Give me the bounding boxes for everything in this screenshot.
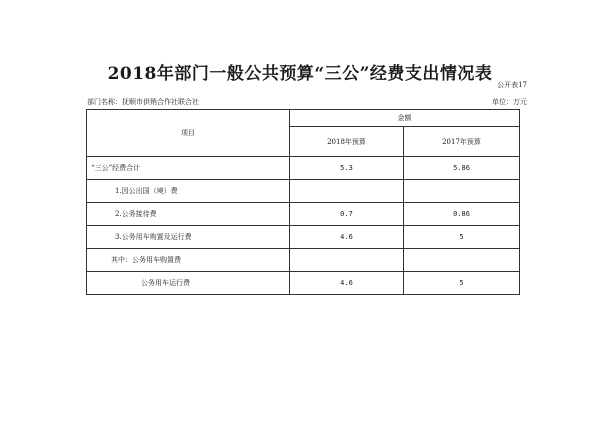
value-2017: 5: [404, 226, 520, 249]
unit-label: 单位：万元: [492, 98, 527, 106]
department-name: 部门名称：抚顺市供销合作社联合社: [87, 98, 199, 106]
table-row: [87, 249, 520, 272]
row-label: “三公”经费合计: [87, 157, 290, 180]
value-2018: [290, 249, 404, 272]
row-label: 3.公务用车购置及运行费: [87, 226, 290, 249]
value-2017: [404, 180, 520, 203]
value-2017: 5.86: [404, 157, 520, 180]
item-column-header: 项目: [87, 110, 290, 157]
value-2017: 5: [404, 272, 520, 295]
table-row: [87, 272, 520, 295]
value-2018: 5.3: [290, 157, 404, 180]
value-2018: 4.6: [290, 226, 404, 249]
table-row: [87, 203, 520, 226]
value-2018: 0.7: [290, 203, 404, 226]
row-label: 2.公务接待费: [87, 203, 290, 226]
row-label: 公务用车运行费: [87, 272, 290, 295]
table-row: [87, 157, 520, 180]
value-2017: [404, 249, 520, 272]
value-2017: 0.86: [404, 203, 520, 226]
column-header-2018: 2018年预算: [290, 127, 404, 157]
table-row: [87, 180, 520, 203]
table-row: [87, 226, 520, 249]
amount-column-header: 金额: [290, 110, 520, 127]
budget-table: [86, 109, 520, 295]
row-label: 1.因公出国（境）费: [87, 180, 290, 203]
row-label: 其中：公务用车购置费: [87, 249, 290, 272]
value-2018: 4.6: [290, 272, 404, 295]
value-2018: [290, 180, 404, 203]
page-title: 2018年部门一般公共预算“三公”经费支出情况表: [107, 64, 493, 84]
form-number: 公开表17: [497, 81, 527, 89]
column-header-2017: 2017年预算: [404, 127, 520, 157]
